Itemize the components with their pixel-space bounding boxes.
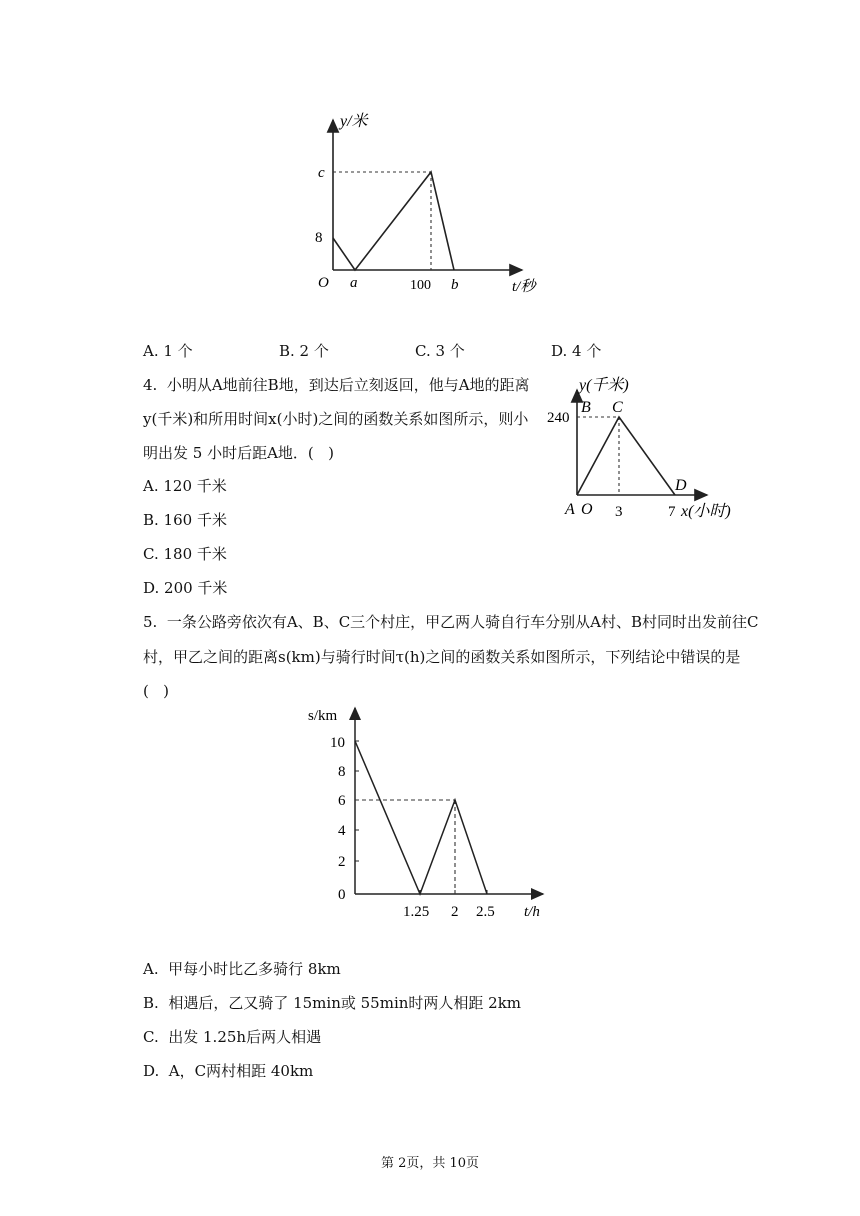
q4-option-a: A. 120 千米 bbox=[143, 477, 227, 495]
q3-tick-8: 8 bbox=[315, 230, 323, 246]
q3-tick-a: a bbox=[350, 275, 358, 291]
q4-origin: O bbox=[581, 501, 593, 518]
q5-option-c: C. 出发 1.25h后两人相遇 bbox=[143, 1028, 322, 1046]
q3-tick-c: c bbox=[318, 165, 325, 181]
q3-option-a: A. 1 个 bbox=[143, 342, 193, 360]
q5-y-tick-0: 0 bbox=[338, 887, 346, 903]
q4-x-axis-label: x(小时) bbox=[681, 503, 731, 520]
q4-tick-240: 240 bbox=[547, 410, 570, 426]
q3-x-axis-label: t/秒 bbox=[512, 279, 536, 295]
q5-y-tick-2: 2 bbox=[338, 854, 346, 870]
q3-option-c: C. 3 个 bbox=[415, 342, 465, 360]
q5-y-tick-4: 4 bbox=[338, 823, 346, 839]
q3-tick-100: 100 bbox=[410, 278, 431, 293]
q5-option-d: D. A，C两村相距 40km bbox=[143, 1062, 314, 1080]
q4-option-c: C. 180 千米 bbox=[143, 545, 227, 563]
q4-y-axis-label: y(千米) bbox=[579, 377, 629, 394]
q5-stem-line-2: 村，甲乙之间的距离s(km)与骑行时间τ(h)之间的函数关系如图所示，下列结论中错误的是 bbox=[143, 648, 741, 666]
q4-stem-line-2: y(千米)和所用时间x(小时)之间的函数关系如图所示，则小 bbox=[143, 410, 529, 428]
q5-graph bbox=[300, 700, 565, 925]
q5-x-tick-1-25: 1.25 bbox=[403, 904, 430, 920]
q3-graph bbox=[300, 105, 560, 305]
q5-option-b: B. 相遇后，乙又骑了 15min或 55min时两人相距 2km bbox=[143, 994, 522, 1012]
q4-point-a: A bbox=[565, 501, 575, 518]
q5-x-tick-2: 2 bbox=[451, 904, 459, 920]
q5-y-tick-6: 6 bbox=[338, 793, 346, 809]
q4-tick-7: 7 bbox=[668, 504, 676, 520]
q3-origin: O bbox=[318, 275, 329, 291]
q3-y-axis-label: y/米 bbox=[340, 113, 368, 130]
q5-stem-line-1: 5. 一条公路旁依次有A、B、C三个村庄，甲乙两人骑自行车分别从A村、B村同时出发前往C bbox=[143, 613, 759, 631]
q4-stem-line-3: 明出发 5 小时后距A地．( ) bbox=[143, 444, 334, 462]
q3-curve bbox=[333, 172, 454, 270]
q4-option-b: B. 160 千米 bbox=[143, 511, 227, 529]
q4-stem-line-1: 4. 小明从A地前往B地，到达后立刻返回，他与A地的距离 bbox=[143, 376, 530, 394]
q4-tick-3: 3 bbox=[615, 504, 623, 520]
page-footer: 第 2页，共 10页 bbox=[380, 1156, 480, 1171]
q4-curve bbox=[577, 417, 675, 495]
q5-y-tick-10: 10 bbox=[330, 735, 345, 751]
q5-x-axis-label: t/h bbox=[524, 904, 540, 920]
q5-y-tick-8: 8 bbox=[338, 764, 346, 780]
q5-option-a: A. 甲每小时比乙多骑行 8km bbox=[143, 960, 341, 978]
q5-y-axis-label: s/km bbox=[308, 708, 338, 724]
q4-graph bbox=[545, 372, 760, 522]
q5-x-tick-2-5: 2.5 bbox=[476, 904, 495, 920]
q4-point-d: D bbox=[675, 477, 687, 494]
q3-option-b: B. 2 个 bbox=[279, 342, 329, 360]
q3-option-d: D. 4 个 bbox=[551, 342, 602, 360]
q3-tick-b: b bbox=[451, 277, 459, 293]
q4-point-b: B bbox=[581, 399, 591, 416]
q5-curve bbox=[355, 741, 487, 894]
q4-point-c: C bbox=[612, 399, 623, 416]
q4-option-d: D. 200 千米 bbox=[143, 579, 228, 597]
q5-stem-line-3: ( ) bbox=[143, 682, 170, 700]
